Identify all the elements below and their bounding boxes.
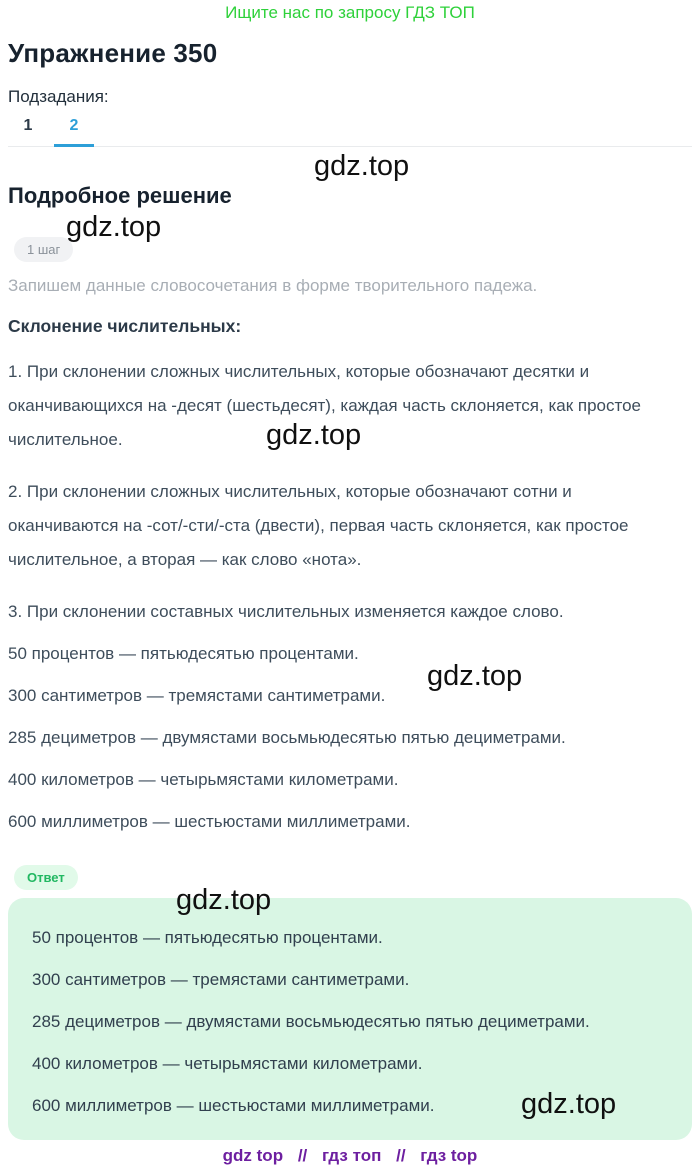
tab-subtask-2[interactable]: 2 <box>54 113 94 147</box>
rules-intro: Склонение числительных: <box>8 316 242 336</box>
answer-line: 50 процентов — пятьюдесятью процентами. <box>32 928 383 947</box>
footer-keyword: gdz top <box>222 1146 284 1165</box>
rule-1: 1. При склонении сложных числительных, которые обозначают десятки и оканчивающихся на -десят (шестьдесят), каждая часть склоняется, как простое числительное. <box>8 362 642 449</box>
answer-line: 600 миллиметров — шестьюстами миллиметрами. <box>32 1096 435 1115</box>
watermark: gdz.top <box>66 211 162 243</box>
step-badge: 1 шаг <box>14 237 73 262</box>
watermark: gdz.top <box>314 150 410 182</box>
example-line: 600 миллиметров — шестьюстами миллиметрами. <box>8 812 411 831</box>
watermark: gdz.top <box>521 1088 617 1120</box>
page-title: Упражнение 350 <box>8 38 218 68</box>
answer-line: 300 сантиметров — тремястами сантиметрами. <box>32 970 410 989</box>
watermark: gdz.top <box>266 419 362 451</box>
example-line: 285 дециметров — двумястами восьмьюдесятью пятью дециметрами. <box>8 728 566 747</box>
answer-line: 285 дециметров — двумястами восьмьюдесятью пятью дециметрами. <box>32 1012 590 1031</box>
subtasks-label: Подзадания: <box>8 87 109 106</box>
tab-subtask-1[interactable]: 1 <box>23 117 33 134</box>
footer-separator: // <box>396 1146 406 1165</box>
promo-banner: Ищите нас по запросу ГДЗ ТОП <box>225 3 475 22</box>
watermark: gdz.top <box>427 660 523 692</box>
answer-line: 400 километров — четырьмястами километрами. <box>32 1054 423 1073</box>
watermark: gdz.top <box>176 884 272 916</box>
footer-keyword: гдз топ <box>322 1146 382 1165</box>
rule-3: 3. При склонении составных числительных изменяется каждое слово. <box>8 602 564 621</box>
footer-separator: // <box>297 1146 308 1165</box>
example-line: 50 процентов — пятьюдесятью процентами. <box>8 644 359 663</box>
solution-heading: Подробное решение <box>8 183 232 208</box>
subtask-tabs <box>8 113 692 147</box>
footer-keywords <box>0 1146 700 1166</box>
step-note: Запишем данные словосочетания в форме творительного падежа. <box>8 276 538 295</box>
example-line: 400 километров — четырьмястами километрами. <box>8 770 399 789</box>
answer-badge: Ответ <box>14 865 78 890</box>
example-line: 300 сантиметров — тремястами сантиметрами. <box>8 686 386 705</box>
footer-keyword: гдз top <box>420 1146 478 1165</box>
rule-2: 2. При склонении сложных числительных, которые обозначают сотни и оканчиваются на -сот/-сти/-ста (двести), первая часть склоняется, как простое числительное, а вторая — как слово «нота». <box>8 482 629 569</box>
